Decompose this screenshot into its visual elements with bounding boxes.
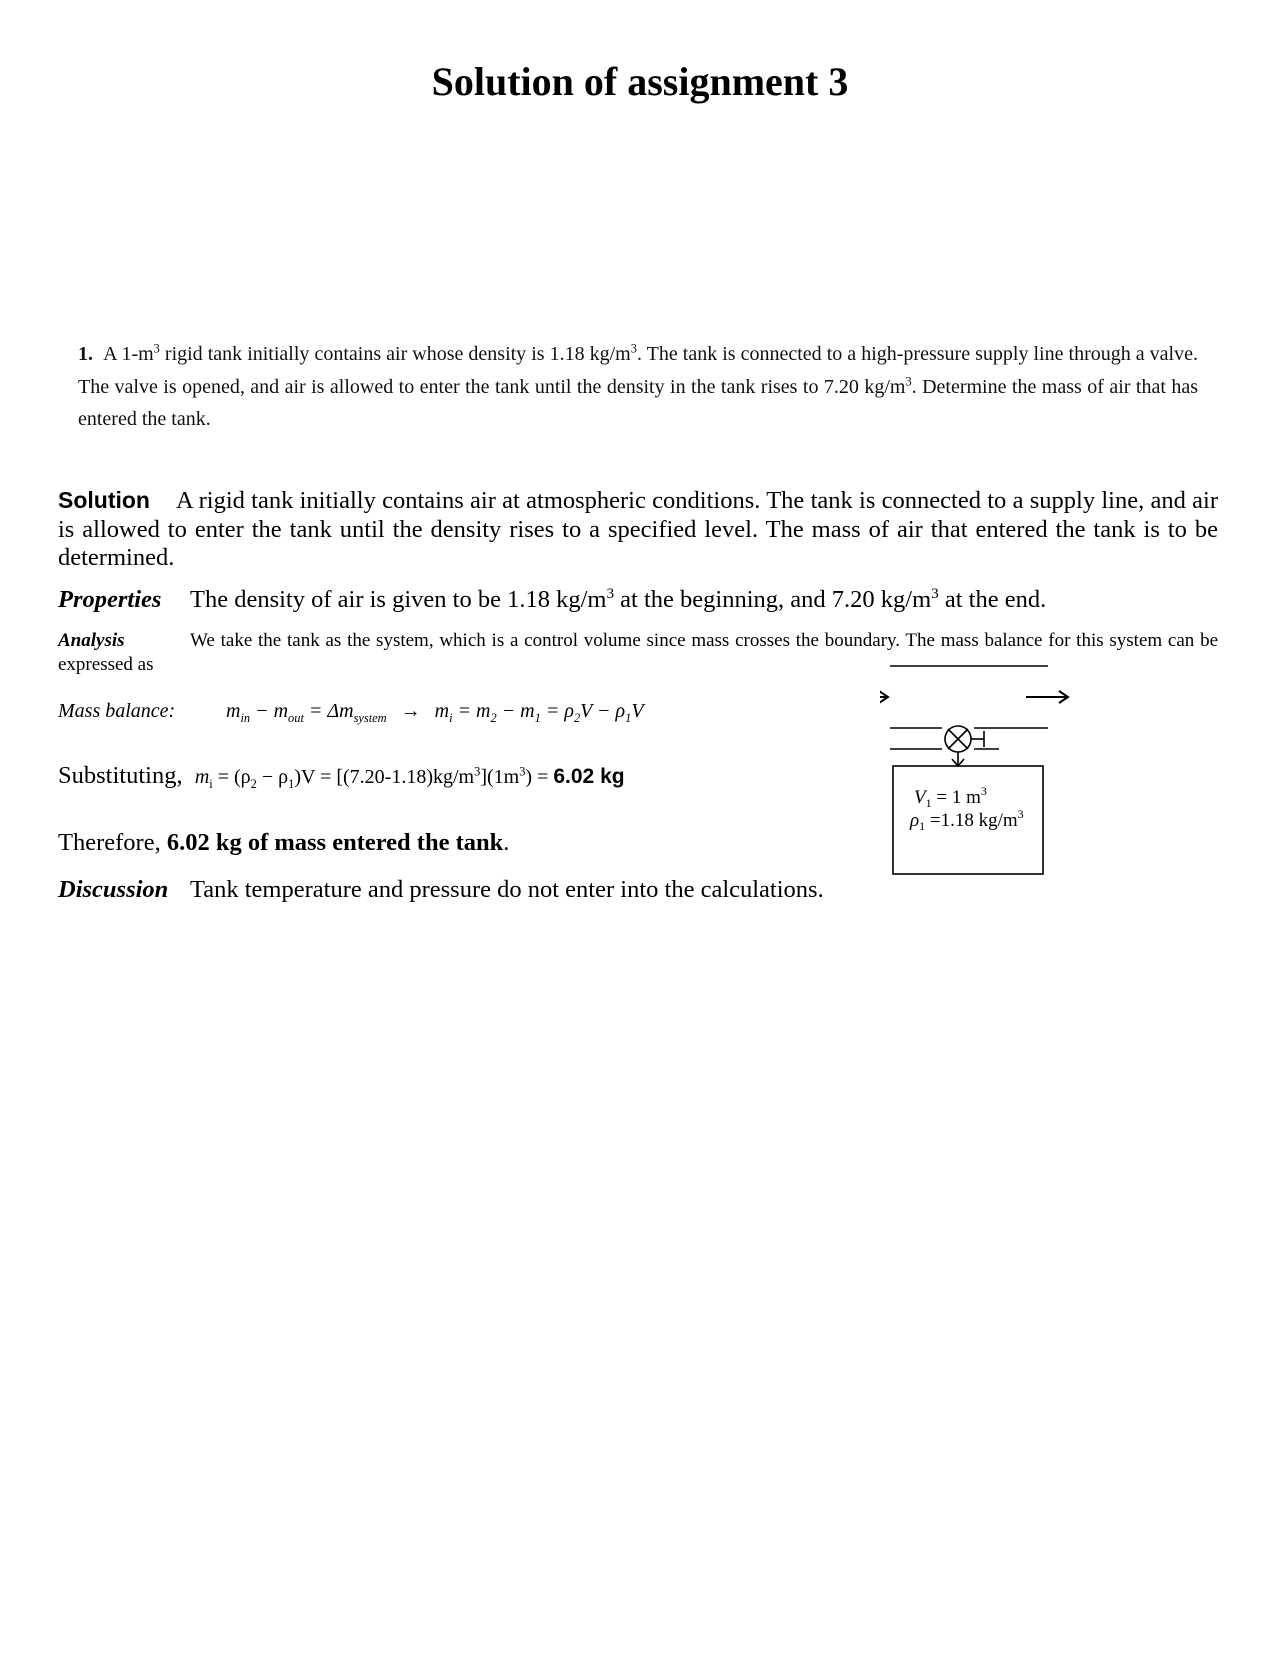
tank-diagram xyxy=(880,650,1080,885)
arrow-icon: → xyxy=(400,700,421,722)
page-title: Solution of assignment 3 xyxy=(431,59,849,104)
conclusion-paragraph: Therefore, 6.02 kg of mass entered the tank. xyxy=(58,829,510,856)
analysis-text: We take the tank as the system, which is a control volume since mass crosses the boundary. The mass balance for this system can be expressed as xyxy=(58,630,1218,675)
properties-label: Properties xyxy=(58,586,162,613)
flow-arrow-right-icon xyxy=(1026,691,1068,703)
substitution-equation: Substituting, $m_i = (\rho_2 - \rho_1)V = [(7.20-1.18)kg/m^3](1m^3) = 6.02$ kg xyxy=(58,762,625,791)
problem-statement: 1. A $1-m^3$ rigid tank initially contains air whose density is 1.18 $kg/m^3$. The tank is connected to a high-pressure supply line through a valve. The valve is opened, and air is allowed to enter the tank until the density in the tank rises to 7.20 $kg/m^3$. Determine the mass of air that has entered the tank. xyxy=(78,341,1198,430)
discussion-paragraph xyxy=(58,876,824,904)
analysis-label: Analysis xyxy=(58,630,125,651)
conclusion-bold: 6.02 kg of mass entered the tank xyxy=(166,829,504,856)
valve-icon xyxy=(945,726,984,766)
properties-paragraph: Properties The density of air is given to be 1.18 $kg/m^3$ at the beginning, and 7.20 $kg/m^3$ at the end. xyxy=(58,584,1047,613)
substituting-label: Substituting, xyxy=(58,762,183,789)
solution-text: A rigid tank initially contains air at atmospheric conditions. The tank is connected to a supply line, and air is allowed to enter the tank until the density rises to a specified level. The mass of air that entered the tank is to be determined. xyxy=(58,487,1218,571)
result-value: 6.02 kg xyxy=(553,765,625,788)
solution-label: Solution xyxy=(58,487,150,513)
mass-balance-label: Mass balance: xyxy=(58,700,176,722)
discussion-text: Tank temperature and pressure do not enter into the calculations. xyxy=(190,876,824,903)
mass-balance-equation: Mass balance: $m_{in} - m_{out} = \Delta m_{system} \to m_i = m_2 - m_1 = \rho_2V - \rho_1V$ xyxy=(58,700,644,725)
problem-number: 1. xyxy=(78,343,93,365)
tank-diagram-svg xyxy=(880,650,1080,880)
flow-arrow-left-icon xyxy=(880,691,888,703)
solution-paragraph xyxy=(58,486,1218,573)
discussion-label: Discussion xyxy=(58,876,169,903)
tank-volume-label: $V_1 = 1$ $m^3$ xyxy=(914,784,987,810)
tank-density-label: $\rho_1 =1.18$ $kg/m^3$ xyxy=(910,807,1024,833)
